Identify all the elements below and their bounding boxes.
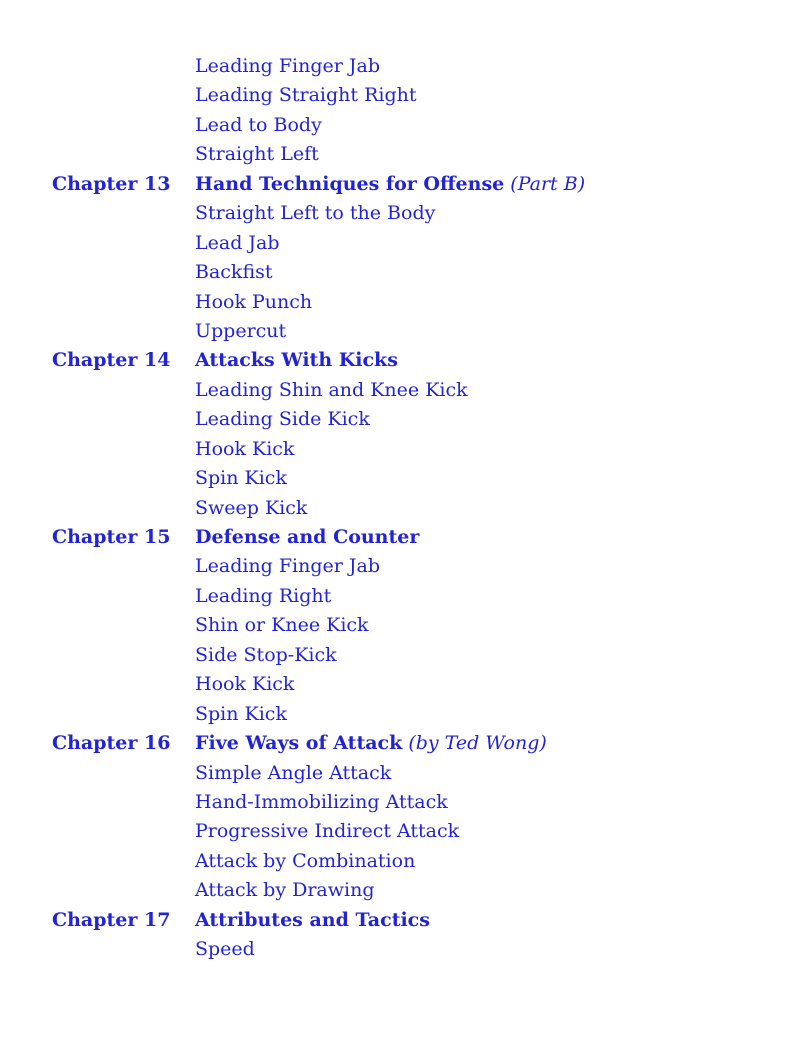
toc-title-text: Side Stop-Kick [195, 643, 337, 666]
toc-title-text: Hook Kick [195, 673, 295, 696]
toc-title-suffix: (Part B) [510, 172, 586, 195]
toc-title-text: Attack by Drawing [195, 879, 375, 902]
section-title-link[interactable] [195, 555, 380, 577]
section-title-link[interactable] [195, 938, 255, 960]
section-title-link[interactable] [195, 585, 331, 607]
chapter-number: Chapter 16 [52, 732, 171, 755]
toc-title-text: Backfist [195, 261, 273, 284]
toc-title-text: Simple Angle Attack [195, 761, 392, 784]
toc-section-row [0, 791, 794, 820]
toc-section-row [0, 938, 794, 967]
toc-title-text: Spin Kick [195, 467, 287, 490]
section-title-link[interactable] [195, 232, 280, 254]
toc-section-row [0, 438, 794, 467]
chapter-title-link[interactable] [195, 349, 398, 371]
chapter-number: Chapter 13 [52, 172, 171, 195]
section-title-link[interactable] [195, 820, 459, 842]
toc-title-text: Hook Kick [195, 437, 295, 460]
toc-title-text: Straight Left [195, 143, 319, 166]
chapter-title-link[interactable] [195, 909, 430, 931]
toc-section-row [0, 291, 794, 320]
toc-title-text: Defense and Counter [195, 526, 420, 548]
toc-section-row [0, 320, 794, 349]
section-title-link[interactable] [195, 143, 319, 165]
section-title-link[interactable] [195, 408, 370, 430]
toc-section-row [0, 703, 794, 732]
section-title-link[interactable] [195, 673, 294, 695]
toc-section-row [0, 644, 794, 673]
section-title-link[interactable] [195, 703, 287, 725]
toc-title-text: Attack by Combination [195, 849, 416, 872]
section-title-link[interactable] [195, 762, 391, 784]
toc-title-text: Leading Finger Jab [195, 55, 380, 77]
toc-title-text: Attributes and Tactics [195, 908, 430, 931]
toc-section-row [0, 232, 794, 261]
table-of-contents [0, 55, 794, 968]
chapter-number: Chapter 17 [52, 908, 171, 931]
toc-section-row [0, 467, 794, 496]
toc-section-row [0, 585, 794, 614]
chapter-title-link[interactable] [195, 173, 585, 195]
section-title-link[interactable] [195, 84, 417, 106]
toc-title-text: Shin or Knee Kick [195, 614, 369, 637]
toc-chapter-row [0, 173, 794, 202]
toc-title-text: Hand-Immobilizing Attack [195, 790, 448, 813]
toc-section-row [0, 143, 794, 172]
toc-title-suffix: (by Ted Wong) [408, 732, 547, 755]
toc-section-row [0, 202, 794, 231]
toc-section-row [0, 379, 794, 408]
section-title-link[interactable] [195, 614, 369, 636]
section-title-link[interactable] [195, 791, 448, 813]
section-title-link[interactable] [195, 497, 307, 519]
toc-chapter-row [0, 526, 794, 555]
section-title-link[interactable] [195, 879, 375, 901]
toc-title-text: Leading Side Kick [195, 408, 370, 431]
section-title-link[interactable] [195, 114, 322, 136]
toc-title-text: Lead Jab [195, 231, 280, 254]
toc-title-text: Hand Techniques for Offense [195, 172, 505, 195]
toc-section-row [0, 408, 794, 437]
section-title-link[interactable] [195, 320, 286, 342]
section-title-link[interactable] [195, 55, 380, 77]
toc-chapter-row [0, 909, 794, 938]
section-title-link[interactable] [195, 202, 435, 224]
toc-title-text: Spin Kick [195, 702, 287, 725]
chapter-title-link[interactable] [195, 732, 547, 754]
section-title-link[interactable] [195, 850, 415, 872]
toc-title-text: Progressive Indirect Attack [195, 820, 460, 843]
toc-chapter-row [0, 349, 794, 378]
section-title-link[interactable] [195, 467, 287, 489]
toc-title-text: Five Ways of Attack [195, 732, 403, 755]
toc-title-text: Leading Right [195, 584, 332, 607]
toc-section-row [0, 55, 794, 84]
chapter-number: Chapter 14 [52, 349, 171, 372]
chapter-title-link[interactable] [195, 526, 419, 548]
toc-title-text: Leading Finger Jab [195, 555, 380, 578]
toc-section-row [0, 114, 794, 143]
section-title-link[interactable] [195, 379, 468, 401]
toc-chapter-row [0, 732, 794, 761]
toc-title-text: Lead to Body [195, 113, 322, 136]
toc-section-row [0, 84, 794, 113]
toc-section-row [0, 614, 794, 643]
toc-title-text: Uppercut [195, 319, 287, 342]
toc-section-row [0, 879, 794, 908]
toc-section-row [0, 497, 794, 526]
toc-title-text: Leading Straight Right [195, 84, 417, 107]
section-title-link[interactable] [195, 438, 294, 460]
toc-section-row [0, 850, 794, 879]
chapter-number: Chapter 15 [52, 526, 171, 548]
section-title-link[interactable] [195, 261, 273, 283]
section-title-link[interactable] [195, 291, 312, 313]
toc-title-text: Sweep Kick [195, 496, 308, 519]
toc-title-text: Straight Left to the Body [195, 202, 436, 225]
toc-section-row [0, 261, 794, 290]
toc-title-text: Leading Shin and Knee Kick [195, 378, 468, 401]
toc-title-text: Hook Punch [195, 290, 313, 313]
toc-section-row [0, 673, 794, 702]
section-title-link[interactable] [195, 644, 337, 666]
toc-section-row [0, 820, 794, 849]
toc-title-text: Attacks With Kicks [195, 349, 398, 372]
toc-title-text: Speed [195, 938, 255, 961]
toc-section-row [0, 555, 794, 584]
toc-section-row [0, 762, 794, 791]
